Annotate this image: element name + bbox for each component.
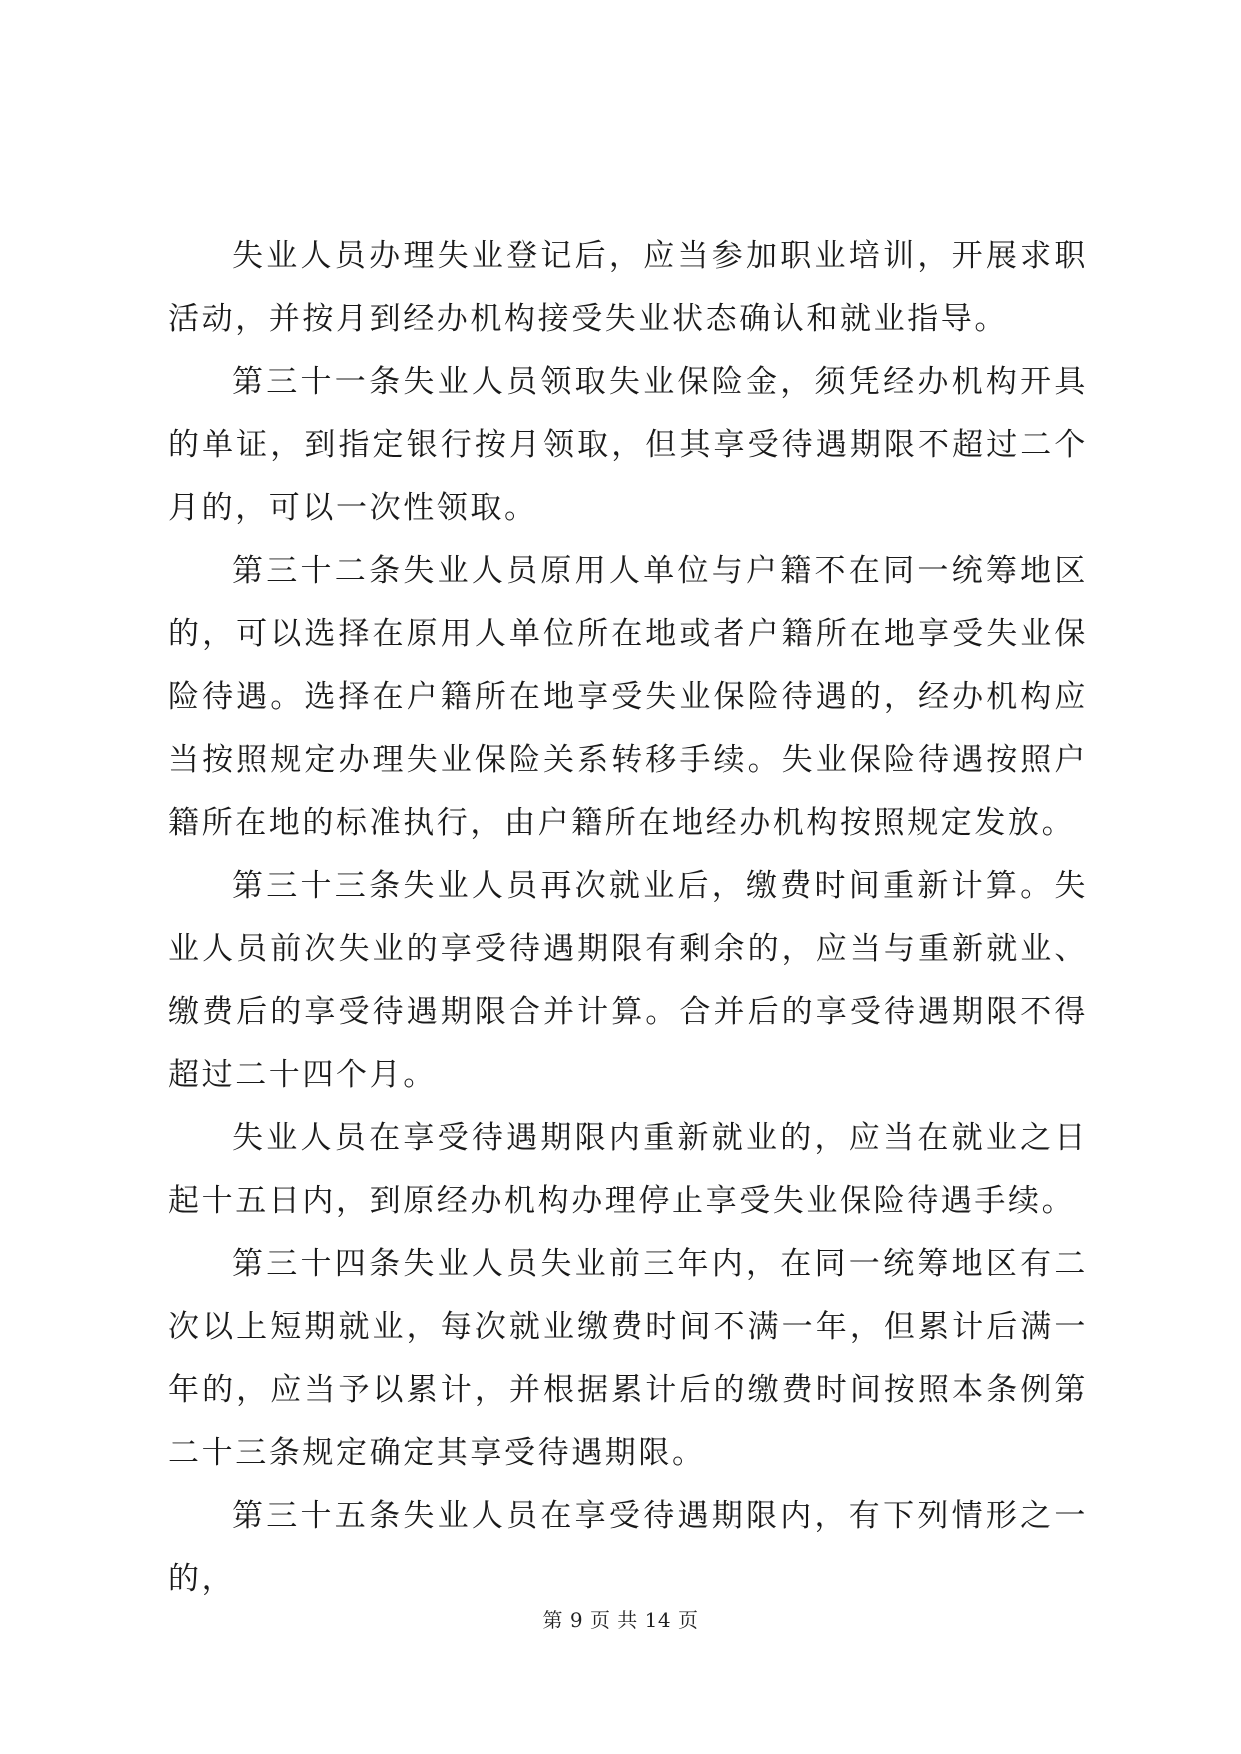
document-body: [168, 225, 1088, 1611]
paragraph-article-35: 第三十五条失业人员在享受待遇期限内，有下列情形之一的，: [168, 1498, 1088, 1597]
paragraph-registration-duties: 失业人员办理失业登记后，应当参加职业培训，开展求职活动，并按月到经办机构接受失业状态确认和就业指导。: [168, 238, 1088, 337]
page-number-footer: 第 9 页 共 14 页: [542, 1608, 699, 1632]
paragraph-article-32: 第三十二条失业人员原用人单位与户籍不在同一统筹地区的，可以选择在原用人单位所在地或者户籍所在地享受失业保险待遇。选择在户籍所在地享受失业保险待遇的，经办机构应当按照规定办理失业保险关系转移手续。失业保险待遇按照户籍所在地的标准执行，由户籍所在地经办机构按照规定发放。: [168, 553, 1088, 841]
paragraph-article-33: 第三十三条失业人员再次就业后，缴费时间重新计算。失业人员前次失业的享受待遇期限有剩余的，应当与重新就业、缴费后的享受待遇期限合并计算。合并后的享受待遇期限不得超过二十四个月。: [168, 868, 1088, 1093]
paragraph-article-31: 第三十一条失业人员领取失业保险金，须凭经办机构开具的单证，到指定银行按月领取，但其享受待遇期限不超过二个月的，可以一次性领取。: [168, 364, 1088, 526]
paragraph-article-34: 第三十四条失业人员失业前三年内，在同一统筹地区有二次以上短期就业，每次就业缴费时间不满一年，但累计后满一年的，应当予以累计，并根据累计后的缴费时间按照本条例第二十三条规定确定其享受待遇期限。: [168, 1246, 1088, 1471]
paragraph-reemployment-procedure: 失业人员在享受待遇期限内重新就业的，应当在就业之日起十五日内，到原经办机构办理停止享受失业保险待遇手续。: [168, 1120, 1088, 1219]
